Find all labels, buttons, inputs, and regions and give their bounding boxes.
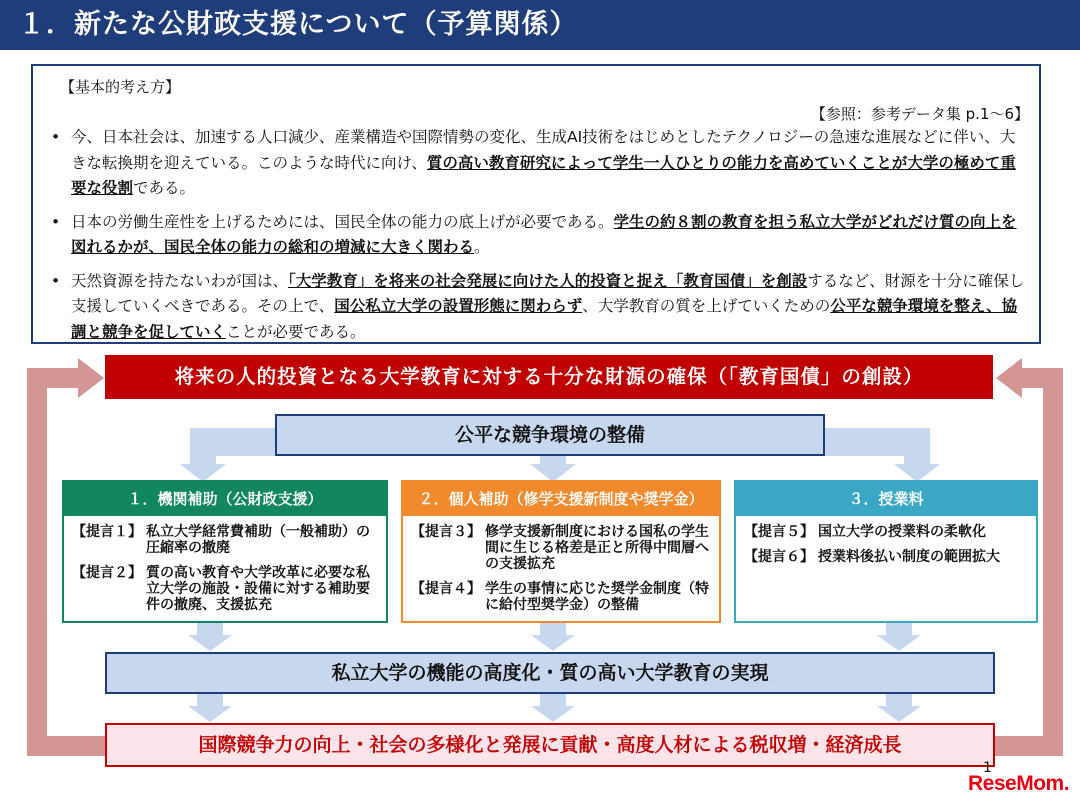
- proposal-item: [411, 581, 711, 613]
- column-tuition: [734, 480, 1038, 623]
- bullet-text: 日本の労働生産性を上げるためには、国民全体の能力の底上げが必要である。: [71, 212, 614, 231]
- proposal-label: 【提言５】: [744, 524, 814, 540]
- bullet-emphasis: 「大学教育」を将来の社会発展に向けた人的投資と捉え「教育国債」を創設: [288, 271, 808, 290]
- bullet-emphasis: 国公私立大学の設置形態に関わらず: [334, 297, 583, 315]
- proposal-item: [744, 549, 1028, 565]
- outcome-banner: 国際競争力の向上・社会の多様化と発展に貢献・高度人材による税収増・経済成長: [105, 723, 995, 767]
- fair-environment-banner: 公平な競争環境の整備: [275, 414, 825, 456]
- bullet-text: ことが必要である。: [226, 322, 366, 341]
- bullet-text: 天然資源を持たないわが国は、: [71, 271, 289, 290]
- proposal-text: 私立大学経常費補助（一般補助）の圧縮率の撤廃: [146, 524, 370, 556]
- proposal-text: 学生の事情に応じた奨学金制度（特に給付型奨学金）の整備: [485, 581, 709, 613]
- outcome-arrows: [0, 694, 1080, 724]
- column-title: ３．授業料: [736, 482, 1036, 516]
- principles-list: [47, 125, 1027, 353]
- proposal-label: 【提言１】: [72, 524, 142, 540]
- bullet-text: 今、日本社会は、加速する人口減少、産業構造や国際情勢の変化、生成AI技術をはじめとしたテクノロジーの急速な進展などに伴い、大きな転換期を迎えている。このような時代に向け、: [71, 128, 1016, 172]
- funding-goal-banner: 将来の人的投資となる大学教育に対する十分な財源の確保（「教育国債」の創設）: [105, 355, 993, 399]
- bullet-emphasis: 質の高い教育研究によって学生一人ひとりの能力を高めていくことが大学の極めて重要な役割: [71, 153, 1016, 197]
- column-institutional-subsidy: [62, 480, 388, 623]
- proposal-label: 【提言４】: [411, 581, 481, 597]
- converge-arrows: [0, 623, 1080, 653]
- proposal-item: [72, 565, 378, 613]
- bullet-emphasis: 公平な競争環境を整え、協調と競争を促していく: [71, 297, 1018, 341]
- principles-box: [31, 64, 1041, 344]
- reference-note: 【参照：参考データ集 p.1～6】: [810, 105, 1029, 123]
- column-individual-subsidy: [401, 480, 721, 623]
- resemom-logo: ReseMom.: [968, 772, 1070, 795]
- proposal-text: 修学支援新制度における国私の学生間に生じる格差是正と所得中間層への支援拡充: [485, 524, 709, 572]
- principles-title: 【基本的考え方】: [60, 78, 181, 96]
- proposal-item: [72, 524, 378, 556]
- bullet-text: である。: [133, 179, 196, 197]
- list-item: [47, 210, 1027, 261]
- proposal-label: 【提言６】: [744, 549, 814, 565]
- quality-goal-banner: 私立大学の機能の高度化・質の高い大学教育の実現: [105, 652, 995, 694]
- proposal-text: 質の高い教育や大学改革に必要な私立大学の施設・設備に対する補助要件の撤廃、支援拡充: [146, 565, 370, 613]
- proposal-item: [411, 524, 711, 572]
- bullet-emphasis: 学生の約８割の教育を担う私立大学がどれだけ質の向上を図れるかが、国民全体の能力の総和の増減に大きく関わる: [71, 212, 1017, 256]
- bullet-text: するなど、財源を十分に確保し支援していくべきである。その上で、: [71, 271, 1025, 315]
- bullet-text: 、大学教育の質を上げていくための: [582, 297, 831, 315]
- proposal-label: 【提言３】: [411, 524, 481, 540]
- proposal-label: 【提言２】: [72, 565, 142, 581]
- proposal-text: 授業料後払い制度の範囲拡大: [818, 549, 1000, 565]
- list-item: [47, 125, 1027, 202]
- proposal-item: [744, 524, 1028, 540]
- column-title: １．機関補助（公財政支援）: [64, 482, 386, 516]
- bullet-text: 。: [474, 238, 490, 256]
- page-number: 1: [983, 760, 992, 776]
- proposal-text: 国立大学の授業料の柔軟化: [818, 524, 986, 540]
- list-item: [47, 269, 1027, 346]
- page-title: １．新たな公財政支援について（予算関係）: [0, 0, 1080, 50]
- column-title: ２．個人補助（修学支援新制度や奨学金）: [403, 482, 719, 516]
